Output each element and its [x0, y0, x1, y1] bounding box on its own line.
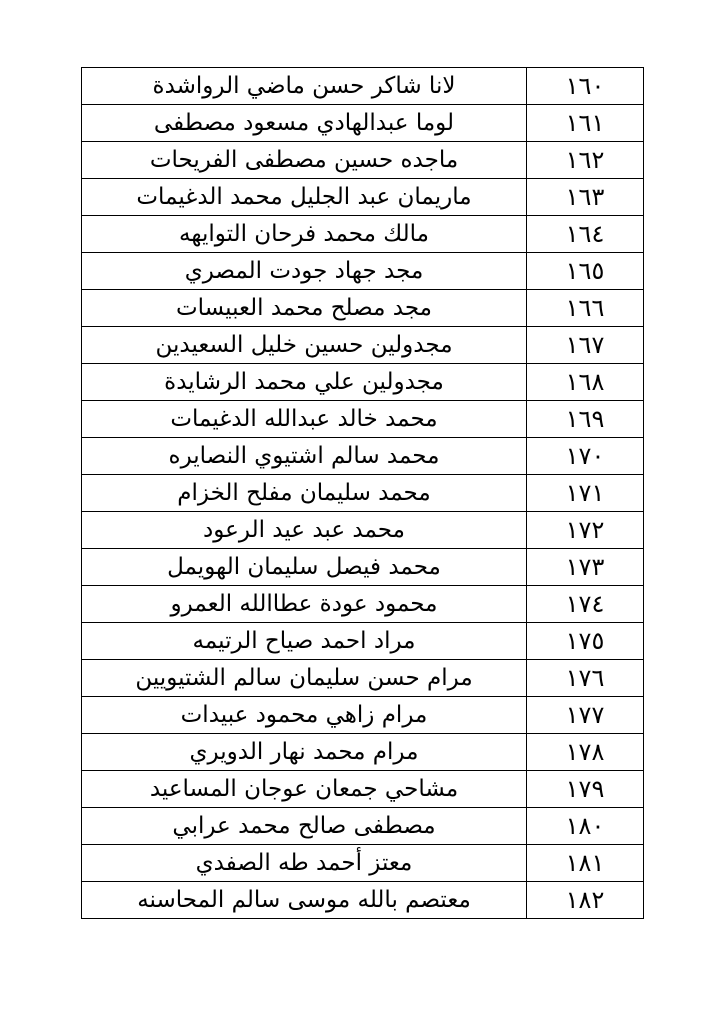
- names-table: [81, 67, 644, 919]
- row-number: ١٦٥: [527, 253, 644, 290]
- table-row: [82, 290, 644, 327]
- row-name: محمد خالد عبدالله الدغيمات: [82, 401, 527, 438]
- row-number: ١٨١: [527, 845, 644, 882]
- row-name: مصطفى صالح محمد عرابي: [82, 808, 527, 845]
- table-row: [82, 438, 644, 475]
- row-number: ١٦٧: [527, 327, 644, 364]
- table-row: [82, 179, 644, 216]
- table-row: [82, 549, 644, 586]
- row-number: ١٧١: [527, 475, 644, 512]
- row-name: مرام زاهي محمود عبيدات: [82, 697, 527, 734]
- row-name: مجدولين حسين خليل السعيدين: [82, 327, 527, 364]
- row-name: ماجده حسين مصطفى الفريحات: [82, 142, 527, 179]
- row-number: ١٧٤: [527, 586, 644, 623]
- row-number: ١٧٠: [527, 438, 644, 475]
- row-number: ١٦١: [527, 105, 644, 142]
- row-name: محمد سليمان مفلح الخزام: [82, 475, 527, 512]
- table-row: [82, 253, 644, 290]
- table-row: [82, 327, 644, 364]
- row-number: ١٨٢: [527, 882, 644, 919]
- row-name: لوما عبدالهادي مسعود مصطفى: [82, 105, 527, 142]
- row-name: مرام محمد نهار الدويري: [82, 734, 527, 771]
- table-row: [82, 623, 644, 660]
- row-number: ١٧٢: [527, 512, 644, 549]
- row-number: ١٦٨: [527, 364, 644, 401]
- row-name: مجدولين علي محمد الرشايدة: [82, 364, 527, 401]
- row-name: لانا شاكر حسن ماضي الرواشدة: [82, 68, 527, 105]
- row-number: ١٧٩: [527, 771, 644, 808]
- table-row: [82, 771, 644, 808]
- row-number: ١٧٨: [527, 734, 644, 771]
- table-row: [82, 808, 644, 845]
- row-number: ١٧٥: [527, 623, 644, 660]
- table-row: [82, 216, 644, 253]
- row-number: ١٧٦: [527, 660, 644, 697]
- table-row: [82, 68, 644, 105]
- row-name: ماريمان عبد الجليل محمد الدغيمات: [82, 179, 527, 216]
- row-number: ١٦٣: [527, 179, 644, 216]
- row-name: محمد عبد عيد الرعود: [82, 512, 527, 549]
- row-number: ١٦٩: [527, 401, 644, 438]
- table-row: [82, 697, 644, 734]
- row-name: محمد سالم اشتيوي النصايره: [82, 438, 527, 475]
- table-row: [82, 401, 644, 438]
- row-number: ١٦٠: [527, 68, 644, 105]
- table-row: [82, 660, 644, 697]
- row-name: معتصم بالله موسى سالم المحاسنه: [82, 882, 527, 919]
- table-row: [82, 586, 644, 623]
- row-name: مجد جهاد جودت المصري: [82, 253, 527, 290]
- table-row: [82, 475, 644, 512]
- row-number: ١٦٢: [527, 142, 644, 179]
- row-name: مراد احمد صياح الرتيمه: [82, 623, 527, 660]
- row-number: ١٧٧: [527, 697, 644, 734]
- row-name: مرام حسن سليمان سالم الشتيويين: [82, 660, 527, 697]
- row-number: ١٧٣: [527, 549, 644, 586]
- row-name: مجد مصلح محمد العبيسات: [82, 290, 527, 327]
- names-table-body: [82, 68, 644, 919]
- row-name: معتز أحمد طه الصفدي: [82, 845, 527, 882]
- table-row: [82, 512, 644, 549]
- table-row: [82, 845, 644, 882]
- row-number: ١٨٠: [527, 808, 644, 845]
- row-name: محمد فيصل سليمان الهويمل: [82, 549, 527, 586]
- row-number: ١٦٤: [527, 216, 644, 253]
- table-row: [82, 734, 644, 771]
- row-name: مشاحي جمعان عوجان المساعيد: [82, 771, 527, 808]
- row-number: ١٦٦: [527, 290, 644, 327]
- table-row: [82, 364, 644, 401]
- row-name: محمود عودة عطاالله العمرو: [82, 586, 527, 623]
- row-name: مالك محمد فرحان التوايهه: [82, 216, 527, 253]
- table-row: [82, 882, 644, 919]
- table-row: [82, 105, 644, 142]
- table-row: [82, 142, 644, 179]
